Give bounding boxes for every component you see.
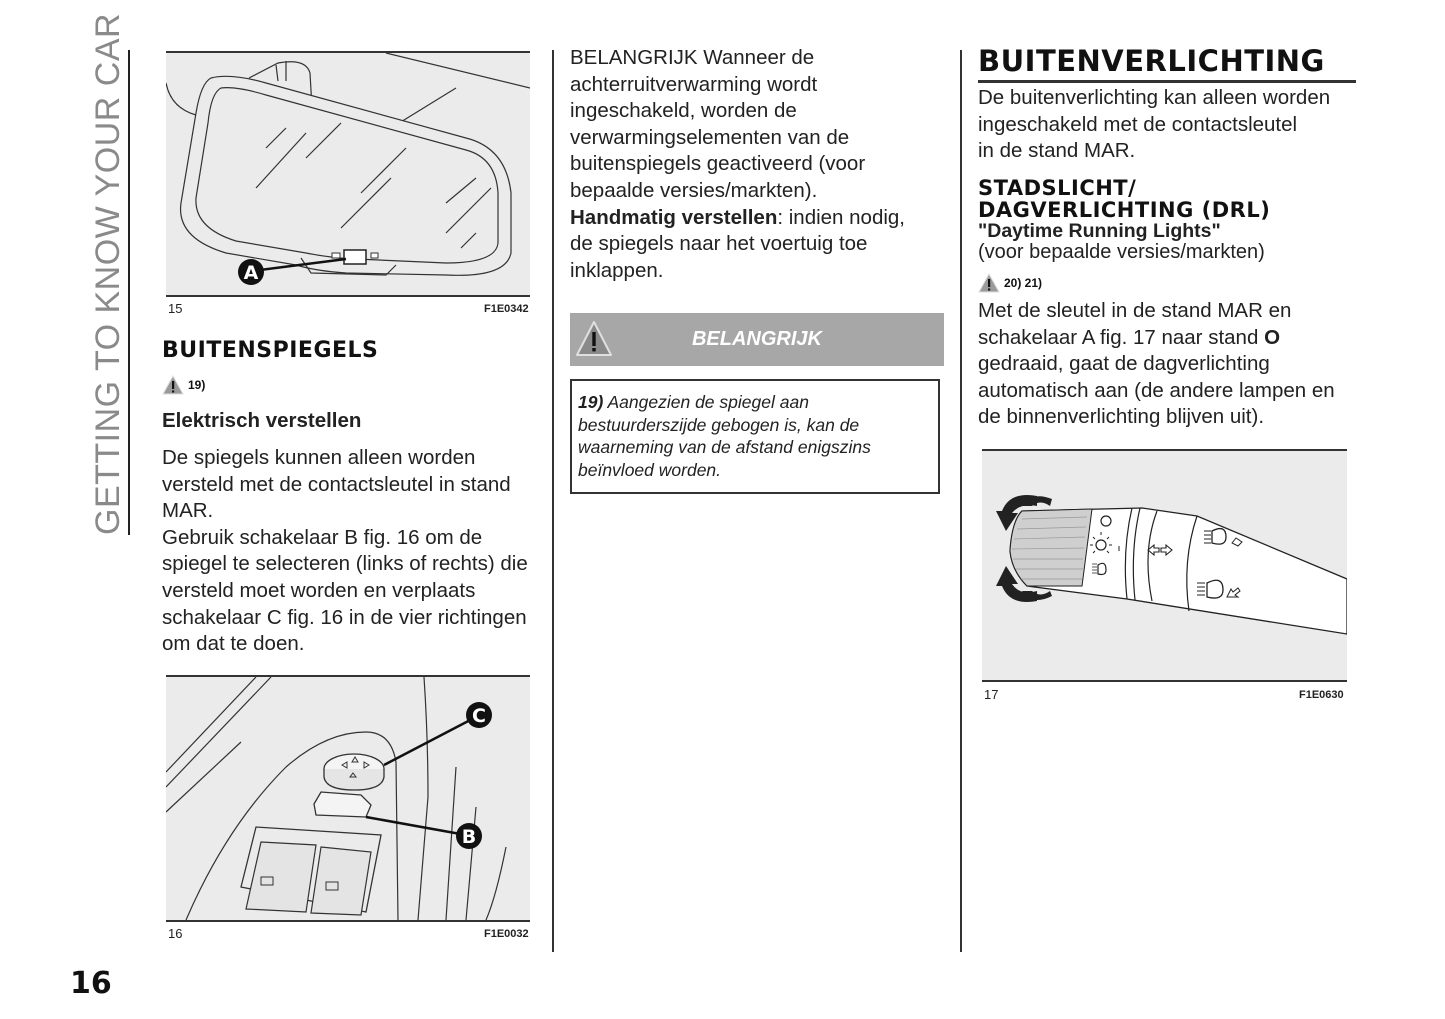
text-line: versteld met de contactsleutel in stand [162,472,511,496]
figure-15-number: 15 [168,301,183,316]
figure-17-code: F1E0630 [1299,689,1344,701]
subheading-stadslicht-drl [978,177,1270,221]
text-line: de binnenverlichting blijven uit). [978,405,1265,429]
subheading-elektrisch-verstellen: Elektrisch verstellen [162,409,362,432]
text-line: om dat te doen. [162,632,305,656]
text-line: gedraaid, gaat de dagverlichting [978,352,1270,376]
text-line: versteld moet worden en verplaats [162,578,476,602]
note-line: waarneming van de afstand enigszins [578,437,871,457]
text-line [978,325,1358,352]
note-first-line [578,391,932,414]
warning-reference-20-21 [978,273,1042,293]
mirror-switch-illustration [166,677,530,920]
manual-adjust-line [570,205,950,232]
text-line: ingeschakeld met de contactsleutel [978,112,1298,136]
side-title-text: GETTING TO KNOW YOUR CAR [89,12,127,535]
figure-17-light-stalk [982,449,1347,682]
text-line: spiegel te selecteren (links of rechts) die [162,552,528,576]
text-line: De buitenverlichting kan alleen worden [978,86,1331,109]
figure-16-code: F1E0032 [484,928,529,940]
text-line: inklappen. [570,258,664,282]
col1-body-text [162,445,542,658]
column-divider-2 [960,50,962,952]
note-ref: 19) [578,392,604,412]
text-fragment: Aangezien de spiegel aan [603,392,809,412]
text-line: Gebruik schakelaar B fig. 16 om de [162,525,483,549]
warning-note-box [570,379,940,494]
side-section-title [88,12,128,535]
text-fragment: : indien nodig, [777,205,905,229]
side-rule [128,50,130,535]
note-line: beïnvloed worden. [578,459,722,480]
warning-ref-text: 19) [188,378,206,392]
figure-16-number: 16 [168,926,183,941]
page-number: 16 [70,966,112,1001]
note-line: bestuurderszijde gebogen is, kan de [578,414,860,435]
drl-subtitle-note: (voor bepaalde versies/markten) [978,241,1265,263]
position-o: O [1264,325,1281,349]
text-line: bepaalde versies/markten). [570,178,818,202]
text-line: ingeschakeld, worden de [570,99,797,123]
warning-ref-text: 20) 21) [1004,276,1043,290]
figure-16-mirror-switches [166,675,530,922]
callout-c: C [472,705,486,727]
drl-subtitle: "Daytime Running Lights" [978,220,1221,242]
callout-b: B [461,826,477,848]
subheading-line: STADSLICHT/ [978,176,1137,200]
text-line: verwarmingselementen van de [570,125,850,149]
text-line: schakelaar C fig. 16 in de vier richtingen [162,605,527,629]
warning-banner [570,313,944,366]
rearview-mirror-illustration [166,53,530,295]
warning-banner-label: BELANGRIJK [691,328,822,350]
warning-triangle-icon [162,375,184,395]
column-divider-1 [552,50,554,952]
subheading-line: DAGVERLICHTING (DRL) [978,198,1271,222]
text-line: MAR. [162,499,214,523]
figure-17-number: 17 [984,687,999,702]
col3-intro-text [978,85,1358,165]
text-line: BELANGRIJK Wanneer de [570,46,815,69]
text-line: achterruitverwarming wordt [570,72,818,96]
text-line: de spiegels naar het voertuig toe [570,232,868,256]
warning-triangle-icon [978,273,1000,293]
col3-drl-text [978,298,1358,431]
light-stalk-illustration [982,451,1347,680]
section-heading-buitenverlichting: BUITENVERLICHTING [978,44,1356,83]
text-line: Met de sleutel in de stand MAR en [978,299,1292,322]
text-line: automatisch aan (de andere lampen en [978,378,1335,402]
text-line: buitenspiegels geactiveerd (voor [570,152,866,176]
figure-15-code: F1E0342 [484,303,529,315]
figure-15-rearview-mirror [166,51,530,297]
text-fragment: schakelaar A fig. 17 naar stand [978,325,1265,349]
warning-reference-19 [162,375,205,395]
section-heading-buitenspiegels: BUITENSPIEGELS [162,338,379,363]
text-line: De spiegels kunnen alleen worden [162,446,476,469]
callout-a: A [243,262,259,284]
manual-adjust-label: Handmatig verstellen [570,205,778,229]
text-line: in de stand MAR. [978,139,1136,163]
col2-body-text [570,45,950,284]
